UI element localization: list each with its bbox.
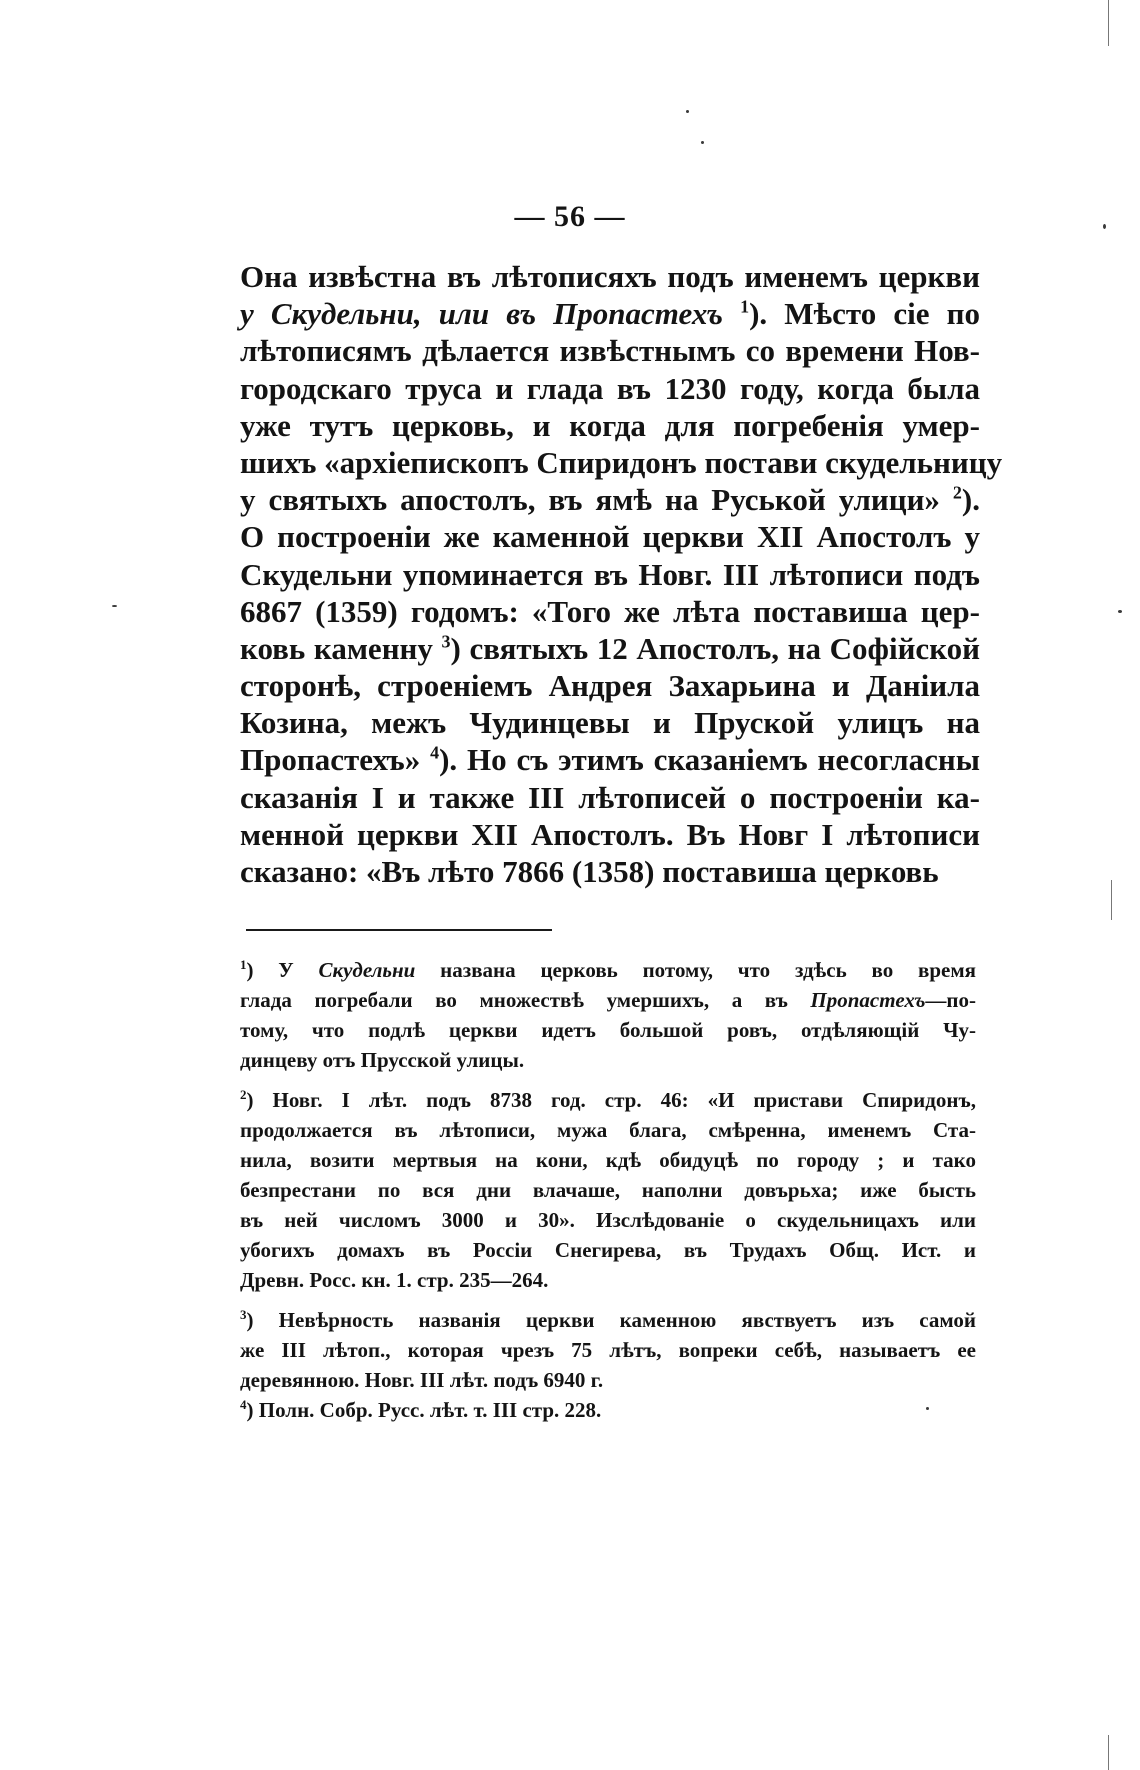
italic-text: у Скудельни, или въ Пропастехъ bbox=[240, 296, 723, 332]
text-segment: ) Полн. Собр. Русс. лѣт. т. III стр. 228. bbox=[246, 1398, 602, 1422]
text-segment: ) святыхъ 12 Апостолъ, на Софiйской bbox=[450, 630, 981, 666]
text-segment: глада погребали во множествѣ умершихъ, а въ bbox=[240, 988, 811, 1012]
text-segment: у святыхъ апостолъ, въ ямѣ на Руськой улици» bbox=[240, 482, 953, 518]
body-line bbox=[240, 779, 980, 816]
body-text bbox=[240, 258, 1003, 890]
footnote-line bbox=[240, 1265, 976, 1295]
footnote-4 bbox=[240, 1395, 976, 1425]
body-line bbox=[240, 444, 1003, 481]
text-segment bbox=[723, 296, 740, 331]
text-segment: —по- bbox=[925, 988, 976, 1012]
body-line bbox=[240, 332, 980, 369]
italic-text: Скудельни bbox=[318, 958, 416, 982]
text-segment: безпрестани по вся дни влачаше, наполни довърьха; иже бысть bbox=[240, 1178, 976, 1202]
footnote-line bbox=[240, 1395, 976, 1425]
scan-speck bbox=[686, 110, 689, 113]
text-segment: сторонѣ, строенiемъ Андрея Захарьина и Данiила bbox=[240, 668, 980, 704]
text-segment: городскаго труса и глада въ 1230 году, когда была bbox=[240, 370, 980, 406]
body-line bbox=[240, 593, 980, 630]
text-segment: продолжается въ лѣтописи, мужа блага, смѣренна, именемъ Ста- bbox=[240, 1118, 976, 1142]
footnote-2 bbox=[240, 1085, 976, 1295]
text-segment: менной церкви XII Апостолъ. Въ Новг I лѣтописи bbox=[240, 816, 980, 852]
footnote-line bbox=[240, 1205, 976, 1235]
text-segment: ковь каменну bbox=[240, 630, 442, 666]
footnote-line bbox=[240, 1335, 976, 1365]
text-segment: въ ней числомъ 3000 и 30». Изслѣдованiе о скудельницахъ или bbox=[240, 1208, 976, 1232]
text-segment: названа церковь потому, что здѣсь во время bbox=[415, 958, 976, 982]
body-line bbox=[240, 295, 980, 332]
text-segment: Козина, межъ Чудинцевы и Пруской улицъ на bbox=[240, 705, 980, 741]
text-segment: Скудельни упоминается въ Новг. III лѣтописи подъ bbox=[240, 556, 980, 592]
scan-edge-mark bbox=[1108, 1735, 1109, 1770]
body-line bbox=[240, 630, 980, 667]
text-segment: сказано: «Въ лѣто 7866 (1358) поставиша церковь bbox=[240, 854, 939, 889]
scan-speck bbox=[926, 1407, 929, 1410]
text-segment: 6867 (1359) годомъ: «Того же лѣта поставиша цер- bbox=[240, 593, 980, 629]
footnote-line bbox=[240, 1145, 976, 1175]
body-line bbox=[240, 853, 980, 890]
body-line bbox=[240, 556, 980, 593]
footnote-divider bbox=[246, 929, 552, 931]
footnote-ref: 4 bbox=[240, 1397, 247, 1412]
text-segment: динцеву отъ Прусской улицы. bbox=[240, 1048, 525, 1072]
text-segment: ). Но съ этимъ сказанiемъ несогласны bbox=[439, 742, 980, 778]
text-segment: ) Невѣрность названiя церкви каменною явствуетъ изъ самой bbox=[246, 1308, 976, 1332]
text-segment: шихъ «архiепископъ Спиридонъ постави скудельницу bbox=[240, 444, 1003, 480]
text-segment: Древн. Росс. кн. 1. стр. 235—264. bbox=[240, 1268, 549, 1292]
body-line bbox=[240, 518, 980, 555]
text-segment: тому, что подлѣ церкви идетъ большой ровъ, отдѣляющiй Чу- bbox=[240, 1018, 976, 1042]
body-line bbox=[240, 407, 980, 444]
page-number: — 56 — bbox=[514, 200, 626, 233]
footnote-ref: 2 bbox=[952, 482, 962, 503]
footnote-ref: 1 bbox=[240, 957, 247, 972]
footnote-line bbox=[240, 1365, 976, 1395]
text-segment: ). bbox=[961, 482, 980, 518]
text-segment: Пропастехъ» bbox=[240, 742, 431, 778]
text-segment: нила, возити мертвыя на кони, кдѣ обидуцѣ по городу ; и тако bbox=[240, 1148, 976, 1172]
footnotes bbox=[240, 955, 976, 1435]
scan-edge-mark bbox=[1111, 880, 1112, 920]
footnote-ref: 4 bbox=[430, 743, 440, 764]
footnote-3 bbox=[240, 1305, 976, 1395]
footnote-line bbox=[240, 1235, 976, 1265]
footnote-line bbox=[240, 1115, 976, 1145]
footnote-ref: 3 bbox=[240, 1307, 247, 1322]
text-segment: лѣтописямъ дѣлается извѣстнымъ со времени Нов- bbox=[240, 333, 980, 369]
body-line bbox=[240, 370, 980, 407]
footnote-1 bbox=[240, 955, 976, 1075]
text-segment: О построенiи же каменной церкви XII Апостолъ у bbox=[240, 519, 980, 555]
text-segment: уже тутъ церковь, и когда для погребенiя умер- bbox=[240, 407, 980, 443]
scan-speck bbox=[1103, 224, 1106, 229]
text-segment: Она извѣстна въ лѣтописяхъ подъ именемъ церкви bbox=[240, 259, 980, 294]
body-line bbox=[240, 704, 980, 741]
footnote-line bbox=[240, 955, 976, 985]
text-segment: ). Мѣсто сiе по bbox=[749, 296, 980, 332]
body-line bbox=[240, 741, 980, 778]
body-line bbox=[240, 816, 980, 853]
footnote-ref: 3 bbox=[441, 631, 451, 652]
text-segment: убогихъ домахъ въ Россiи Снегирева, въ Трудахъ Общ. Ист. и bbox=[240, 1238, 976, 1262]
footnote-line bbox=[240, 985, 976, 1015]
footnote-line bbox=[240, 1045, 976, 1075]
footnote-line bbox=[240, 1305, 976, 1335]
footnote-ref: 2 bbox=[240, 1087, 247, 1102]
scan-edge-mark bbox=[1108, 0, 1109, 46]
scan-speck bbox=[112, 605, 117, 607]
body-line bbox=[240, 667, 980, 704]
footnote-line bbox=[240, 1015, 976, 1045]
footnote-line bbox=[240, 1085, 976, 1115]
body-line bbox=[240, 258, 980, 295]
scan-speck bbox=[1118, 610, 1122, 613]
text-segment: же III лѣтоп., которая чрезъ 75 лѣтъ, вопреки себѣ, называетъ ее bbox=[240, 1338, 976, 1362]
body-line bbox=[240, 481, 980, 518]
footnote-ref: 1 bbox=[740, 296, 750, 317]
italic-text: Пропастехъ bbox=[810, 988, 926, 1012]
text-segment: сказанiя I и также III лѣтописей о построенiи ка- bbox=[240, 779, 980, 815]
text-segment: деревянною. Новг. III лѣт. подъ 6940 г. bbox=[240, 1368, 604, 1392]
text-segment: ) Новг. I лѣт. подъ 8738 год. стр. 46: «И пристави Спиридонъ, bbox=[246, 1088, 976, 1112]
scan-speck bbox=[701, 141, 704, 144]
footnote-line bbox=[240, 1175, 976, 1205]
text-segment: ) У bbox=[246, 958, 319, 982]
